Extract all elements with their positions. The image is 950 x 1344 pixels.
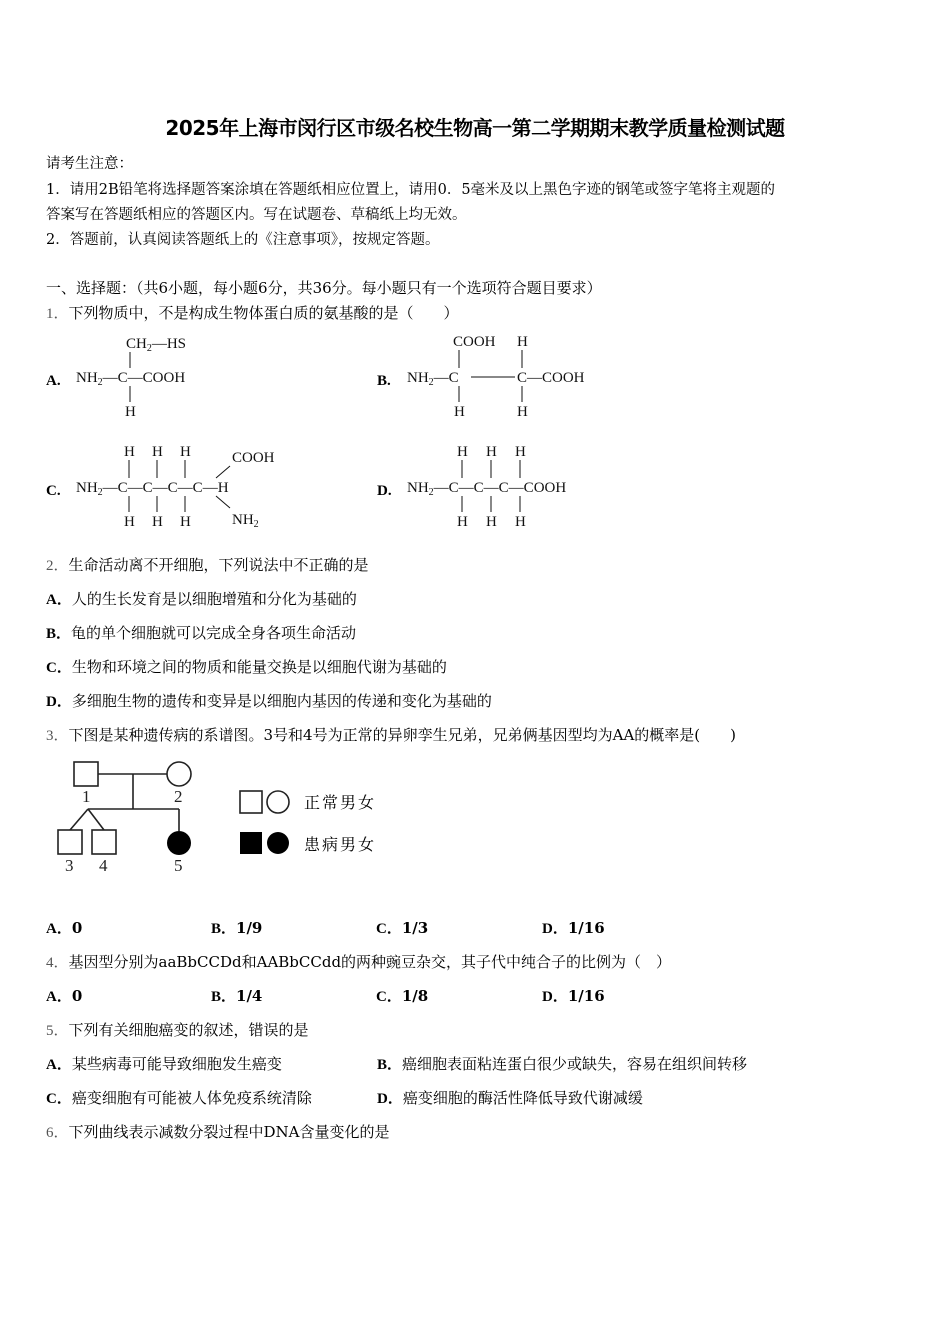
q1-option-a-formula: [74, 330, 214, 427]
option-text: 多细胞生物的遗传和变异是以细胞内基因的传递和变化为基础的: [71, 692, 492, 710]
question-stem: 下列有关细胞癌变的叙述，错误的是: [68, 1021, 309, 1039]
q1-option-d-label: D.: [377, 483, 392, 499]
q1-option-a-label: A.: [46, 373, 61, 389]
notice-heading: 请考生注意：: [46, 156, 133, 172]
svg-text:COOH: COOH: [232, 450, 275, 466]
option-label: C．: [46, 1091, 72, 1107]
svg-text:H: H: [486, 514, 497, 530]
option-label: A．: [46, 921, 72, 937]
option-text: 1/9: [236, 919, 263, 937]
option-text: 0: [71, 919, 83, 937]
option-text: 癌细胞表面粘连蛋白很少或缺失，容易在组织间转移: [402, 1055, 748, 1073]
question-stem: 下图是某种遗传病的系谱图。3号和4号为正常的异卵孪生兄弟，兄弟俩基因型均为AA的概率是( ): [68, 726, 736, 744]
q2-option-b: [46, 622, 356, 643]
option-text: 癌变细胞的酶活性降低导致代谢减缓: [402, 1089, 643, 1107]
q5-option-b: [377, 1053, 747, 1074]
option-text: 1/16: [567, 919, 605, 937]
svg-text:H: H: [180, 444, 191, 460]
q4-option-a: [46, 985, 82, 1006]
question-1: [46, 302, 459, 323]
svg-text:5: 5: [174, 856, 183, 875]
option-label: B．: [377, 1057, 403, 1073]
option-text: 0: [71, 987, 83, 1005]
q2-option-d: [46, 690, 492, 711]
question-number: 4．: [46, 955, 69, 971]
pedigree-chart: [44, 754, 394, 886]
section-heading: 一、选择题：（共6小题，每小题6分，共36分。每小题只有一个选项符合题目要求）: [46, 279, 602, 297]
q3-option-d: [542, 917, 605, 938]
svg-text:H: H: [152, 444, 163, 460]
svg-text:H: H: [454, 404, 465, 420]
option-label: D．: [542, 921, 568, 937]
notice-item-1: 1．请用2B铅笔将选择题答案涂填在答题纸相应位置上，请用0．5毫米及以上黑色字迹的钢笔或签字笔将主观题的: [46, 182, 776, 198]
option-label: A．: [46, 1057, 72, 1073]
svg-text:H: H: [124, 514, 135, 530]
svg-text:H: H: [515, 444, 526, 460]
option-text: 1/16: [567, 987, 605, 1005]
svg-text:2: 2: [174, 787, 183, 806]
question-number: 6．: [46, 1125, 69, 1141]
svg-text:H: H: [457, 514, 468, 530]
option-text: 生物和环境之间的物质和能量交换是以细胞代谢为基础的: [71, 658, 447, 676]
notice-item-2: 2．答题前，认真阅读答题纸上的《注意事项》，按规定答题。: [46, 232, 440, 248]
q1-option-b-formula: [405, 330, 605, 427]
svg-text:NH2: $NH_2$: [232, 512, 259, 530]
question-number: 1．: [46, 306, 69, 322]
option-label: D．: [377, 1091, 403, 1107]
svg-text:NH2—C—C—C—C—H: $NH_2—C—C—C—C—H$: [76, 480, 229, 498]
option-label: D．: [46, 694, 72, 710]
option-label: C．: [46, 660, 72, 676]
q4-option-c: [376, 985, 428, 1006]
question-stem: 生命活动离不开细胞，下列说法中不正确的是: [68, 556, 369, 574]
option-text: 龟的单个细胞就可以完成全身各项生命活动: [71, 624, 357, 642]
svg-text:NH2—C—COOH: $NH_2—C—COOH$: [76, 370, 186, 388]
q1-option-b-label: B.: [377, 373, 391, 389]
q2-option-c: [46, 656, 447, 677]
svg-text:H: H: [517, 404, 528, 420]
q4-option-d: [542, 985, 605, 1006]
q3-option-a: [46, 917, 82, 938]
option-text: 人的生长发育是以细胞增殖和分化为基础的: [71, 590, 357, 608]
option-label: A．: [46, 592, 72, 608]
option-label: C．: [376, 989, 402, 1005]
option-label: D．: [542, 989, 568, 1005]
q2-option-a: [46, 588, 357, 609]
document-title: 2025年上海市闵行区市级名校生物高一第二学期期末教学质量检测试题: [165, 116, 785, 140]
q5-option-a: [46, 1053, 282, 1074]
q1-option-c-formula: [74, 440, 284, 537]
q3-option-b: [211, 917, 262, 938]
svg-text:CH2—HS: $CH_2—HS$: [126, 336, 187, 354]
question-4: [46, 951, 671, 972]
option-text: 1/4: [236, 987, 263, 1005]
option-label: C．: [376, 921, 402, 937]
q3-option-c: [376, 917, 428, 938]
question-number: 5．: [46, 1023, 69, 1039]
svg-text:NH2—C—C—C—COOH: $NH_2—C—C—C—COOH$: [407, 480, 567, 498]
question-6: [46, 1121, 390, 1142]
question-3: [46, 724, 736, 745]
svg-text:4: 4: [99, 856, 108, 875]
question-stem: 基因型分别为aaBbCCDd和AABbCCdd的两种豌豆杂交，其子代中纯合子的比例为（ ）: [68, 953, 672, 971]
svg-text:COOH: COOH: [453, 334, 496, 350]
option-label: B．: [211, 921, 237, 937]
svg-text:H: H: [457, 444, 468, 460]
question-2: [46, 554, 369, 575]
svg-text:C—COOH: C—COOH: [517, 370, 585, 386]
notice-item-1-cont: 答案写在答题纸相应的答题区内。写在试题卷、草稿纸上均无效。: [46, 207, 467, 223]
svg-text:H: H: [124, 444, 135, 460]
svg-text:H: H: [125, 404, 136, 420]
option-label: A．: [46, 989, 72, 1005]
q5-option-c: [46, 1087, 312, 1108]
question-5: [46, 1019, 309, 1040]
option-label: B．: [211, 989, 237, 1005]
svg-text:3: 3: [65, 856, 74, 875]
svg-text:H: H: [180, 514, 191, 530]
option-text: 癌变细胞有可能被人体免疫系统清除: [71, 1089, 312, 1107]
svg-text:H: H: [486, 444, 497, 460]
option-text: 1/3: [401, 919, 429, 937]
question-number: 2．: [46, 558, 69, 574]
q1-option-d-formula: [405, 440, 605, 537]
legend-normal-label: 正常男女: [304, 793, 377, 812]
question-number: 3．: [46, 728, 69, 744]
svg-text:NH2—C: $NH_2—C$: [407, 370, 459, 388]
legend-affected-label: 患病男女: [304, 835, 377, 854]
svg-text:H: H: [515, 514, 526, 530]
question-stem: 下列曲线表示减数分裂过程中DNA含量变化的是: [68, 1123, 390, 1141]
q1-option-c-label: C.: [46, 483, 61, 499]
option-text: 1/8: [401, 987, 429, 1005]
svg-text:1: 1: [82, 787, 91, 806]
q5-option-d: [377, 1087, 643, 1108]
svg-text:H: H: [152, 514, 163, 530]
option-text: 某些病毒可能导致细胞发生癌变: [71, 1055, 282, 1073]
svg-text:H: H: [517, 334, 528, 350]
q4-option-b: [211, 985, 262, 1006]
question-stem: 下列物质中，不是构成生物体蛋白质的氨基酸的是（ ）: [68, 304, 459, 322]
option-label: B．: [46, 626, 72, 642]
